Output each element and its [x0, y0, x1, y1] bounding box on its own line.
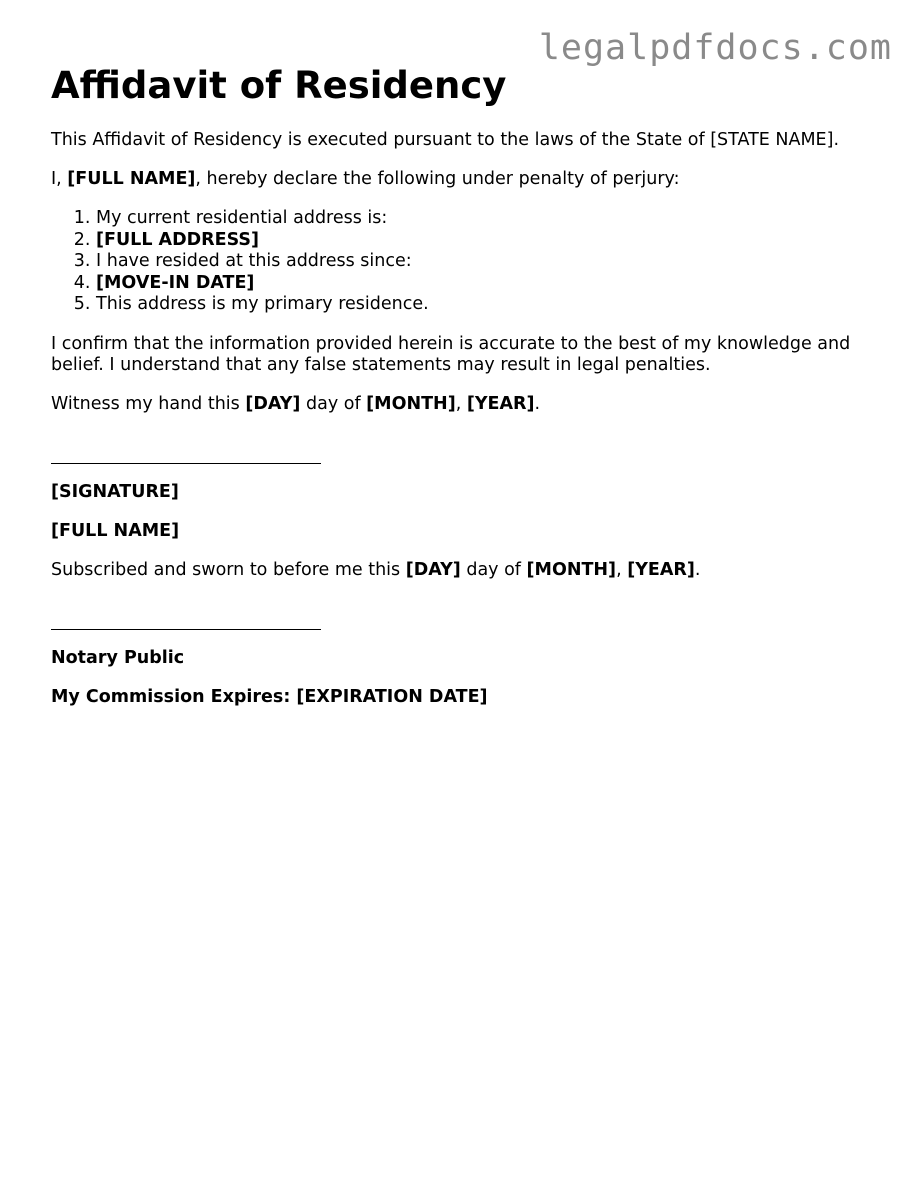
list-item-text: My current residential address is:: [96, 208, 388, 229]
witness-paragraph: [51, 394, 871, 415]
notary-signature-line: [51, 599, 321, 630]
list-item: [96, 230, 871, 252]
signature-line: [51, 433, 321, 464]
full-name-label: [FULL NAME]: [51, 520, 180, 541]
notary-label: Notary Public: [51, 647, 185, 668]
move-in-date-placeholder: [MOVE-IN DATE]: [96, 272, 255, 293]
declaration-suffix: , hereby declare the following under penalty of perjury:: [195, 169, 680, 190]
commission-label: My Commission Expires: [EXPIRATION DATE]: [51, 686, 488, 707]
sworn-end: .: [694, 559, 701, 580]
witness-end: .: [534, 393, 541, 414]
document-page: [51, 64, 871, 726]
list-item: [96, 251, 871, 273]
watermark: legalpdfdocs.com: [538, 28, 892, 68]
sworn-year-placeholder: [YEAR]: [627, 559, 695, 580]
list-item-text: This address is my primary residence.: [96, 294, 429, 315]
witness-day-placeholder: [DAY]: [245, 393, 301, 414]
declaration-prefix: I,: [51, 169, 68, 190]
signature-label: [SIGNATURE]: [51, 481, 179, 502]
witness-month-placeholder: [MONTH]: [366, 393, 456, 414]
sworn-mid: day of: [460, 559, 527, 580]
declaration-paragraph: [51, 169, 871, 190]
declaration-list: [51, 208, 871, 316]
list-item: [96, 273, 871, 295]
intro-text: This Affidavit of Residency is executed pursuant to the laws of the State of [STATE NAME].: [51, 130, 840, 151]
list-item: [96, 208, 871, 230]
witness-mid: day of: [300, 393, 367, 414]
witness-year-placeholder: [YEAR]: [466, 393, 535, 414]
sworn-day-placeholder: [DAY]: [405, 559, 461, 580]
sworn-month-placeholder: [MONTH]: [526, 559, 617, 580]
address-placeholder: [FULL ADDRESS]: [96, 229, 260, 250]
sworn-paragraph: [51, 560, 871, 581]
sworn-prefix: Subscribed and sworn to before me this: [51, 559, 406, 580]
page-title: Affidavit of Residency: [51, 64, 507, 107]
list-item-text: I have resided at this address since:: [96, 251, 412, 272]
confirmation-paragraph: I confirm that the information provided herein is accurate to the best of my knowledge and belief. I understand that any false statements may result in legal penalties.: [51, 333, 851, 375]
intro-paragraph: [51, 130, 871, 151]
witness-prefix: Witness my hand this: [51, 393, 246, 414]
declarant-name-placeholder: [FULL NAME]: [67, 169, 196, 190]
list-item: [96, 294, 871, 316]
sworn-comma: ,: [616, 559, 628, 580]
witness-comma: ,: [455, 393, 467, 414]
